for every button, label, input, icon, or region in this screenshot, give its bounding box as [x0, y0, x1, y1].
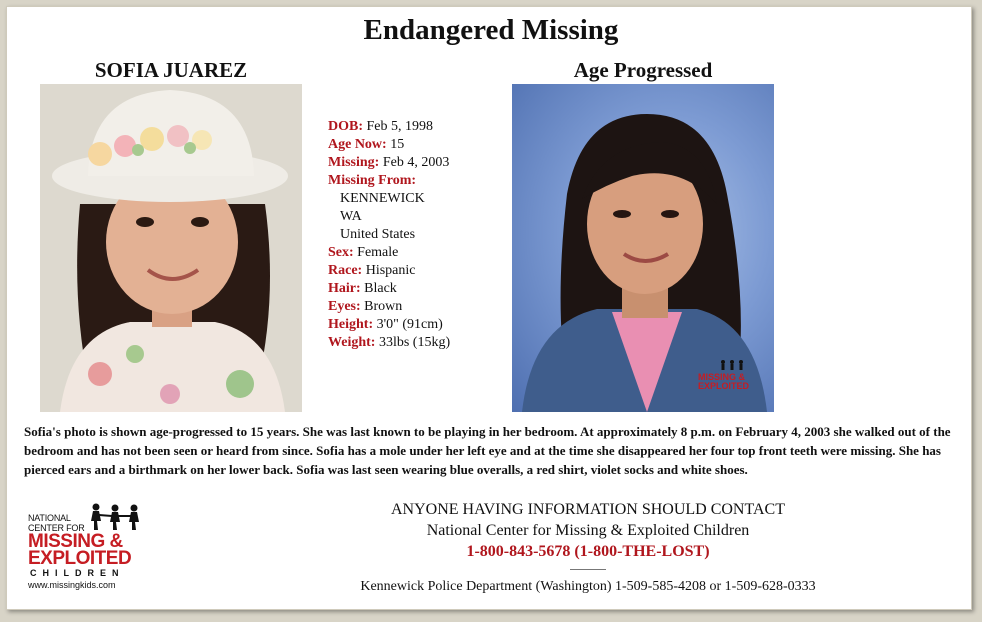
- poster-title: Endangered Missing: [363, 14, 619, 46]
- contact-block: [300, 499, 876, 596]
- height-value: 3'0" (91cm): [376, 317, 443, 332]
- police-contact: Kennewick Police Department (Washington) 1-509-585-4208 or 1-509-628-0333: [360, 579, 816, 594]
- logo-national: NATIONAL: [28, 513, 71, 523]
- race-label: Race:: [328, 263, 363, 278]
- child-photo: [40, 84, 302, 412]
- sex-label: Sex:: [328, 245, 354, 260]
- eyes-value: Brown: [364, 299, 403, 314]
- weight-value: 33lbs (15kg): [378, 335, 451, 350]
- missing-date-value: Feb 4, 2003: [382, 155, 450, 170]
- weight-label: Weight:: [328, 335, 376, 350]
- case-description: Sofia's photo is shown age-progressed to 15 years. She was last known to be playing in her bedroom. At approximately 8 p.m. on February 4, 2003 she walked out of the bedroom and has not been seen or heard from since. Sofia has a mole under her left eye and at the time she disappeared her four top front teeth were missing. She has pierced ears and a birthmark on her lower back. Sofia was last seen wearing blue overalls, a red shirt, violet socks and white shoes.: [24, 424, 951, 477]
- hotline-phone[interactable]: 1-800-843-5678 (1-800-THE-LOST): [466, 543, 710, 560]
- missing-date-row: [328, 154, 508, 172]
- sex-row: [328, 244, 508, 262]
- child-name: SOFIA JUAREZ: [94, 58, 248, 82]
- age-now-row: [328, 136, 508, 154]
- eyes-row: [328, 298, 508, 316]
- eyes-label: Eyes:: [328, 299, 361, 314]
- dob-row: [328, 118, 508, 136]
- dob-label: DOB:: [328, 119, 363, 134]
- divider: [570, 569, 606, 570]
- watermark-exploited: EXPLOITED: [698, 381, 750, 391]
- missing-date-label: Missing:: [328, 155, 380, 170]
- race-row: [328, 262, 508, 280]
- height-row: [328, 316, 508, 334]
- contact-instruction: ANYONE HAVING INFORMATION SHOULD CONTACT: [391, 501, 785, 518]
- missing-city: KENNEWICK: [340, 191, 425, 206]
- age-progressed-heading: Age Progressed: [573, 58, 713, 82]
- hair-value: Black: [364, 281, 397, 296]
- logo-url[interactable]: www.missingkids.com: [28, 580, 116, 590]
- missing-details: [328, 118, 508, 352]
- ncmec-logo: [26, 500, 156, 592]
- contact-organization: National Center for Missing & Exploited Children: [426, 522, 750, 539]
- logo-exploited: EXPLOITED: [28, 548, 132, 569]
- logo-children: CHILDREN: [30, 568, 125, 578]
- missing-from-label: Missing From:: [328, 173, 417, 188]
- children-figures-icon: [718, 360, 748, 372]
- sex-value: Female: [357, 245, 399, 260]
- hair-row: [328, 280, 508, 298]
- race-value: Hispanic: [365, 263, 416, 278]
- age-progressed-photo: [512, 84, 774, 412]
- logo-missing: MISSING &: [28, 531, 123, 552]
- logo-national-center: [28, 513, 85, 533]
- ncmec-watermark: [696, 364, 768, 404]
- hair-label: Hair:: [328, 281, 361, 296]
- missing-from-row: [328, 172, 508, 190]
- height-label: Height:: [328, 317, 374, 332]
- dob-value: Feb 5, 1998: [366, 119, 433, 134]
- weight-row: [328, 334, 508, 352]
- logo-center-for: CENTER FOR: [28, 523, 85, 533]
- children-figures-icon: [88, 503, 144, 531]
- age-now-label: Age Now:: [328, 137, 387, 152]
- age-now-value: 15: [390, 137, 405, 152]
- missing-state: WA: [340, 209, 362, 224]
- missing-country: United States: [340, 227, 416, 242]
- watermark-missing: MISSING &: [698, 372, 746, 382]
